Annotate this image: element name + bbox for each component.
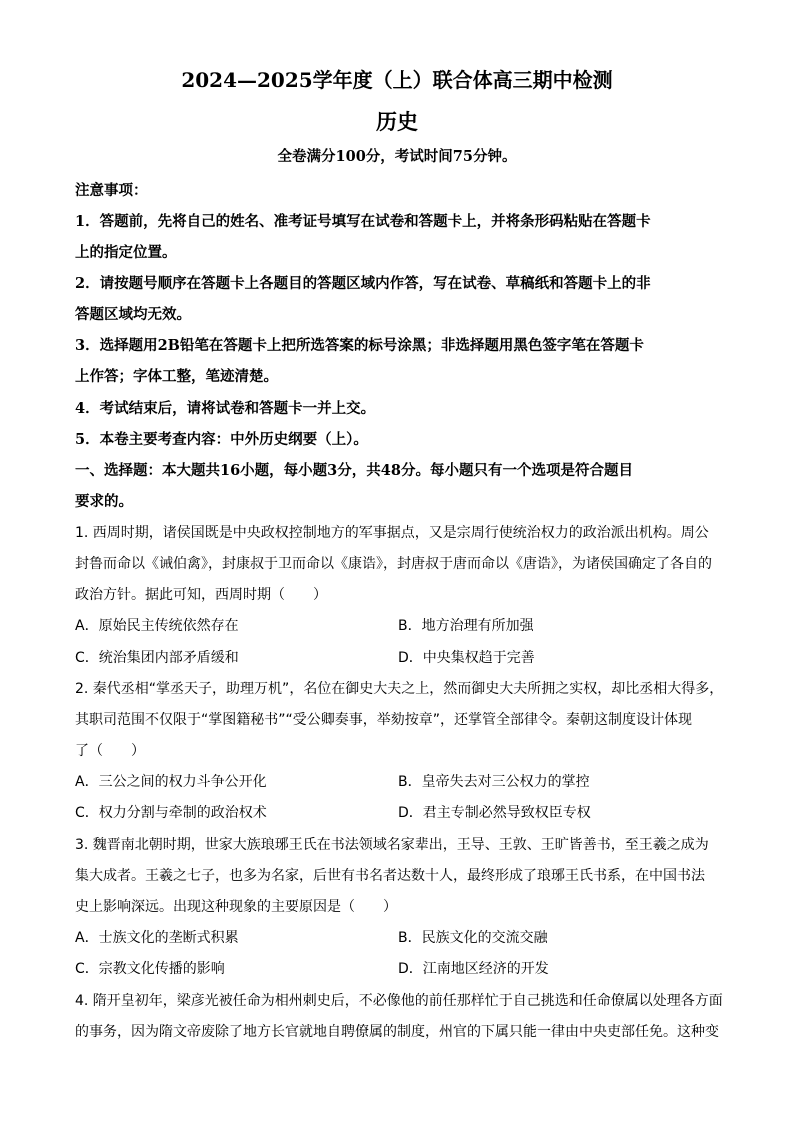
question-2-stem: 2. 秦代丞相“掌丞天子，助理万机”，名位在御史大夫之上，然而御史大夫所拥之实权，却比丞相大得多， [75, 681, 724, 697]
question-3-stem: 集大成者。王羲之七子，也多为名家，后世有书名者达数十人，最终形成了琅琊王氏书系，在中国书法 [75, 868, 705, 884]
note-line: 答题区域均无效。 [75, 306, 191, 323]
question-3-option-d: D．江南地区经济的开发 [398, 961, 549, 977]
question-2-option-b: B．皇帝失去对三公权力的掌控 [398, 774, 590, 790]
question-2-option-d: D．君主专制必然导致权臣专权 [398, 805, 591, 821]
note-line: 5．本卷主要考查内容：中外历史纲要（上）。 [75, 431, 368, 448]
note-line: 1．答题前，先将自己的姓名、准考证号填写在试卷和答题卡上，并将条形码粘贴在答题卡 [75, 213, 651, 230]
question-3-stem: 史上影响深远。出现这种现象的主要原因是（ ） [75, 899, 397, 915]
question-3-option-a: A．士族文化的垄断式积累 [75, 930, 239, 946]
question-1-option-b: B．地方治理有所加强 [398, 618, 534, 634]
question-2-stem: 其职司范围不仅限于“掌图籍秘书”“受公卿奏事，举劾按章”，还掌管全部律令。秦朝这制度设计体现 [75, 712, 693, 728]
question-2-option-c: C．权力分割与牵制的政治权术 [75, 805, 267, 821]
section-heading: 一、选择题：本大题共16小题，每小题3分，共48分。每小题只有一个选项是符合题目 [75, 462, 633, 479]
section-heading: 要求的。 [75, 493, 133, 510]
question-1-option-d: D．中央集权趋于完善 [398, 650, 535, 666]
exam-title: 2024—2025学年度（上）联合体高三期中检测 [181, 68, 613, 92]
note-line: 3．选择题用2B铅笔在答题卡上把所选答案的标号涂黑；非选择题用黑色签字笔在答题卡 [75, 337, 644, 354]
question-1-stem: 1. 西周时期，诸侯国既是中央政权控制地方的军事据点，又是宗周行使统治权力的政治派出机构。周公 [75, 525, 709, 541]
question-4-stem: 4. 隋开皇初年，梁彦光被任命为相州刺史后，不必像他的前任那样忙于自己挑选和任命僚属以处理各方面 [75, 993, 723, 1009]
note-line: 4．考试结束后，请将试卷和答题卡一并上交。 [75, 400, 376, 417]
question-1-option-c: C．统治集团内部矛盾缓和 [75, 650, 239, 666]
exam-info: 全卷满分100分，考试时间75分钟。 [277, 148, 517, 165]
subject-title: 历史 [376, 109, 418, 134]
question-1-stem: 封鲁而命以《诫伯禽》，封康叔于卫而命以《康诰》，封唐叔于唐而命以《唐诰》，为诸侯国确定了各自的 [75, 556, 712, 572]
question-4-stem: 的事务，因为隋文帝废除了地方长官就地自聘僚属的制度，州官的下属只能一律由中央吏部任免。这种变 [75, 1024, 719, 1040]
notes-heading: 注意事项： [75, 182, 148, 199]
question-3-stem: 3. 魏晋南北朝时期，世家大族琅琊王氏在书法领域名家辈出，王导、王敦、王旷皆善书，至王羲之成为 [75, 837, 709, 853]
question-3-option-c: C．宗教文化传播的影响 [75, 961, 225, 977]
question-1-stem: 政治方针。据此可知，西周时期（ ） [75, 587, 327, 603]
question-3-option-b: B．民族文化的交流交融 [398, 930, 548, 946]
note-line: 上的指定位置。 [75, 244, 177, 261]
question-1-option-a: A．原始民主传统依然存在 [75, 618, 239, 634]
note-line: 2．请按题号顺序在答题卡上各题目的答题区域内作答，写在试卷、草稿纸和答题卡上的非 [75, 275, 651, 292]
question-2-stem: 了（ ） [75, 743, 145, 759]
note-line: 上作答；字体工整，笔迹清楚。 [75, 368, 278, 385]
question-2-option-a: A．三公之间的权力斗争公开化 [75, 774, 267, 790]
